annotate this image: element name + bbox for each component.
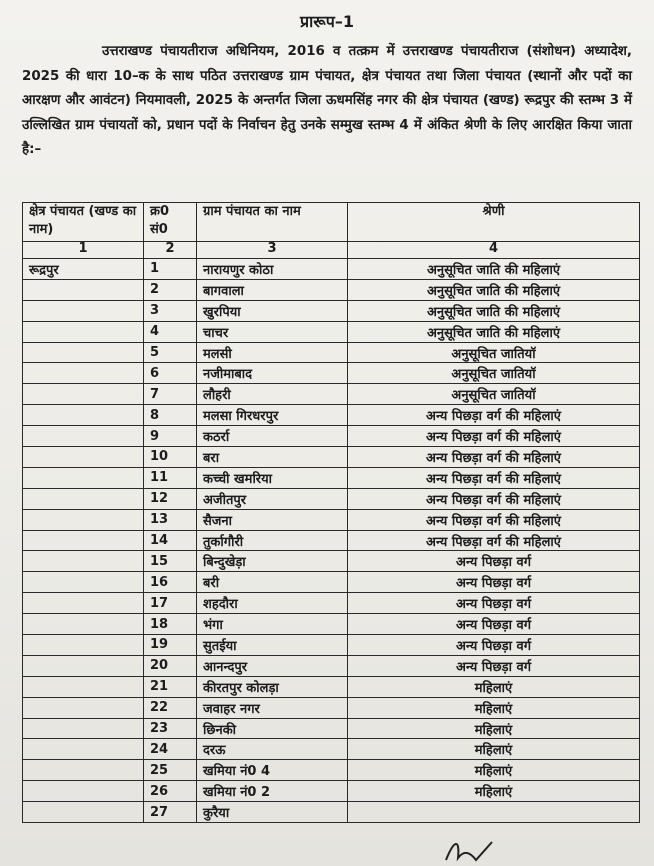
cell-serial-number: 11 — [144, 467, 197, 488]
cell-gram-panchayat-name: दरऊ — [197, 739, 348, 760]
table-row — [23, 259, 640, 280]
cell-kshetra-panchayat — [23, 676, 144, 697]
table-row — [23, 405, 640, 426]
cell-kshetra-panchayat — [23, 447, 144, 468]
cell-kshetra-panchayat — [23, 593, 144, 614]
cell-kshetra-panchayat — [23, 551, 144, 572]
table-header-row — [23, 203, 640, 242]
cell-kshetra-panchayat — [23, 697, 144, 718]
cell-gram-panchayat-name: कच्ची खमरिया — [197, 467, 348, 488]
cell-serial-number: 12 — [144, 488, 197, 509]
table-row — [23, 760, 640, 781]
cell-serial-number: 23 — [144, 718, 197, 739]
signature-mark — [440, 830, 530, 866]
cell-gram-panchayat-name: छिनकी — [197, 718, 348, 739]
table-row — [23, 279, 640, 300]
cell-category: अनुसूचित जाति की महिलाएं — [348, 279, 640, 300]
cell-gram-panchayat-name: बरी — [197, 572, 348, 593]
cell-serial-number: 19 — [144, 635, 197, 656]
cell-kshetra-panchayat — [23, 760, 144, 781]
cell-gram-panchayat-name: मलसा गिरधरपुर — [197, 405, 348, 426]
intro-paragraph: उत्तराखण्ड पंचायतीराज अधिनियम, 2016 व तत्क्रम में उत्तराखण्ड पंचायतीराज (संशोधन) अध्यादेश, 2025 की धारा 10–क के साथ पठित उत्तराखण्ड ग्राम पंचायत, क्षेत्र पंचायत तथा जिला पंचायत (स्थानों और पदों का आरक्षण और आवंटन) नियमावली, 2025 के अन्तर्गत जिला ऊधमसिंह नगर की क्षेत्र पंचायत (खण्ड) रूद्रपुर की स्तम्भ 3 में उल्लिखित ग्राम पंचायतों को, प्रधान पदों के निर्वाचन हेतु उनके सम्मुख स्तम्भ 4 में अंकित श्रेणी के लिए आरक्षित किया जाता है:– — [22, 44, 632, 157]
cell-gram-panchayat-name: लौहरी — [197, 384, 348, 405]
cell-kshetra-panchayat — [23, 488, 144, 509]
cell-kshetra-panchayat — [23, 739, 144, 760]
cell-kshetra-panchayat — [23, 342, 144, 363]
table-row — [23, 384, 640, 405]
table-row — [23, 321, 640, 342]
cell-serial-number: 16 — [144, 572, 197, 593]
table-row — [23, 426, 640, 447]
cell-kshetra-panchayat — [23, 572, 144, 593]
cell-kshetra-panchayat: रूद्रपुर — [23, 259, 144, 280]
table-row — [23, 300, 640, 321]
cell-category: अन्य पिछड़ा वर्ग की महिलाएं — [348, 405, 640, 426]
cell-serial-number: 13 — [144, 509, 197, 530]
cell-serial-number: 2 — [144, 279, 197, 300]
cell-kshetra-panchayat — [23, 279, 144, 300]
cell-kshetra-panchayat — [23, 384, 144, 405]
cell-gram-panchayat-name: भंगा — [197, 614, 348, 635]
cell-category: अन्य पिछड़ा वर्ग की महिलाएं — [348, 509, 640, 530]
cell-gram-panchayat-name: सुतईया — [197, 635, 348, 656]
header-kshetra-panchayat: क्षेत्र पंचायत (खण्ड का नाम) — [23, 203, 144, 242]
table-row — [23, 572, 640, 593]
header-gram-panchayat-name: ग्राम पंचायत का नाम — [197, 203, 348, 242]
table-row — [23, 718, 640, 739]
cell-gram-panchayat-name: सैजना — [197, 509, 348, 530]
table-row — [23, 488, 640, 509]
cell-kshetra-panchayat — [23, 718, 144, 739]
cell-gram-panchayat-name: मलसी — [197, 342, 348, 363]
cell-kshetra-panchayat — [23, 655, 144, 676]
table-column-number-row — [23, 242, 640, 259]
cell-category — [348, 802, 640, 823]
table-row — [23, 363, 640, 384]
cell-category: अन्य पिछड़ा वर्ग की महिलाएं — [348, 447, 640, 468]
cell-gram-panchayat-name: आनन्दपुर — [197, 655, 348, 676]
cell-gram-panchayat-name: खमिया नं0 4 — [197, 760, 348, 781]
cell-serial-number: 3 — [144, 300, 197, 321]
table-row — [23, 342, 640, 363]
table-row — [23, 467, 640, 488]
cell-serial-number: 15 — [144, 551, 197, 572]
cell-category: अन्य पिछड़ा वर्ग की महिलाएं — [348, 467, 640, 488]
cell-category: महिलाएं — [348, 676, 640, 697]
cell-serial-number: 27 — [144, 802, 197, 823]
cell-category: अनुसूचित जाति की महिलाएं — [348, 300, 640, 321]
cell-serial-number: 18 — [144, 614, 197, 635]
table-row — [23, 551, 640, 572]
cell-category: अन्य पिछड़ा वर्ग — [348, 655, 640, 676]
column-number-4: 4 — [348, 242, 640, 259]
cell-serial-number: 14 — [144, 530, 197, 551]
cell-category: अनुसूचित जाति की महिलाएं — [348, 321, 640, 342]
cell-serial-number: 1 — [144, 259, 197, 280]
cell-gram-panchayat-name: शहदौरा — [197, 593, 348, 614]
cell-kshetra-panchayat — [23, 405, 144, 426]
cell-category: महिलाएं — [348, 781, 640, 802]
cell-serial-number: 26 — [144, 781, 197, 802]
table-row — [23, 781, 640, 802]
cell-kshetra-panchayat — [23, 300, 144, 321]
cell-category: अनुसूचित जाति की महिलाएं — [348, 259, 640, 280]
table-row — [23, 509, 640, 530]
cell-kshetra-panchayat — [23, 509, 144, 530]
table-row — [23, 530, 640, 551]
cell-category: अन्य पिछड़ा वर्ग — [348, 593, 640, 614]
cell-gram-panchayat-name: बागवाला — [197, 279, 348, 300]
cell-gram-panchayat-name: नजीमाबाद — [197, 363, 348, 384]
cell-category: महिलाएं — [348, 760, 640, 781]
cell-serial-number: 10 — [144, 447, 197, 468]
cell-serial-number: 21 — [144, 676, 197, 697]
column-number-2: 2 — [144, 242, 197, 259]
header-category: श्रेणी — [348, 203, 640, 242]
cell-kshetra-panchayat — [23, 530, 144, 551]
cell-kshetra-panchayat — [23, 363, 144, 384]
cell-category: अनुसूचित जातियॉ — [348, 342, 640, 363]
cell-kshetra-panchayat — [23, 614, 144, 635]
cell-category: अन्य पिछड़ा वर्ग की महिलाएं — [348, 530, 640, 551]
cell-kshetra-panchayat — [23, 635, 144, 656]
document-heading: प्रारूप–1 — [300, 12, 354, 31]
cell-serial-number: 9 — [144, 426, 197, 447]
cell-kshetra-panchayat — [23, 426, 144, 447]
table-row — [23, 635, 640, 656]
cell-gram-panchayat-name: कीरतपुर कोलड़ा — [197, 676, 348, 697]
cell-serial-number: 22 — [144, 697, 197, 718]
cell-gram-panchayat-name: चाचर — [197, 321, 348, 342]
cell-kshetra-panchayat — [23, 467, 144, 488]
cell-category: अन्य पिछड़ा वर्ग — [348, 551, 640, 572]
table-body — [23, 259, 640, 823]
cell-kshetra-panchayat — [23, 802, 144, 823]
header-serial-number: क्र0 सं0 — [144, 203, 197, 242]
cell-gram-panchayat-name: तुर्कागौरी — [197, 530, 348, 551]
cell-kshetra-panchayat — [23, 321, 144, 342]
cell-gram-panchayat-name: नारायणुर कोठा — [197, 259, 348, 280]
cell-category: अन्य पिछड़ा वर्ग की महिलाएं — [348, 426, 640, 447]
cell-category: महिलाएं — [348, 739, 640, 760]
cell-gram-panchayat-name: अजीतपुर — [197, 488, 348, 509]
cell-category: अनुसूचित जातियॉ — [348, 363, 640, 384]
cell-category: अन्य पिछड़ा वर्ग की महिलाएं — [348, 488, 640, 509]
cell-gram-panchayat-name: बरा — [197, 447, 348, 468]
column-number-3: 3 — [197, 242, 348, 259]
cell-category: महिलाएं — [348, 718, 640, 739]
table-row — [23, 739, 640, 760]
cell-category: अन्य पिछड़ा वर्ग — [348, 614, 640, 635]
cell-serial-number: 25 — [144, 760, 197, 781]
cell-serial-number: 17 — [144, 593, 197, 614]
cell-gram-panchayat-name: जवाहर नगर — [197, 697, 348, 718]
column-number-1: 1 — [23, 242, 144, 259]
table-row — [23, 655, 640, 676]
cell-serial-number: 6 — [144, 363, 197, 384]
cell-serial-number: 24 — [144, 739, 197, 760]
cell-category: अन्य पिछड़ा वर्ग — [348, 572, 640, 593]
cell-gram-panchayat-name: बिन्दुखेड़ा — [197, 551, 348, 572]
table-row — [23, 802, 640, 823]
table-row — [23, 697, 640, 718]
table-row — [23, 447, 640, 468]
table-row — [23, 614, 640, 635]
cell-serial-number: 5 — [144, 342, 197, 363]
cell-kshetra-panchayat — [23, 781, 144, 802]
cell-serial-number: 8 — [144, 405, 197, 426]
cell-gram-panchayat-name: खुरपिया — [197, 300, 348, 321]
cell-gram-panchayat-name: खमिया नं0 2 — [197, 781, 348, 802]
cell-gram-panchayat-name: कुरैया — [197, 802, 348, 823]
cell-serial-number: 4 — [144, 321, 197, 342]
cell-category: अनुसूचित जातियॉ — [348, 384, 640, 405]
cell-serial-number: 7 — [144, 384, 197, 405]
table-row — [23, 676, 640, 697]
cell-category: महिलाएं — [348, 697, 640, 718]
table-row — [23, 593, 640, 614]
cell-category: अन्य पिछड़ा वर्ग — [348, 635, 640, 656]
cell-serial-number: 20 — [144, 655, 197, 676]
reservation-table — [22, 202, 640, 823]
cell-gram-panchayat-name: कठर्रा — [197, 426, 348, 447]
